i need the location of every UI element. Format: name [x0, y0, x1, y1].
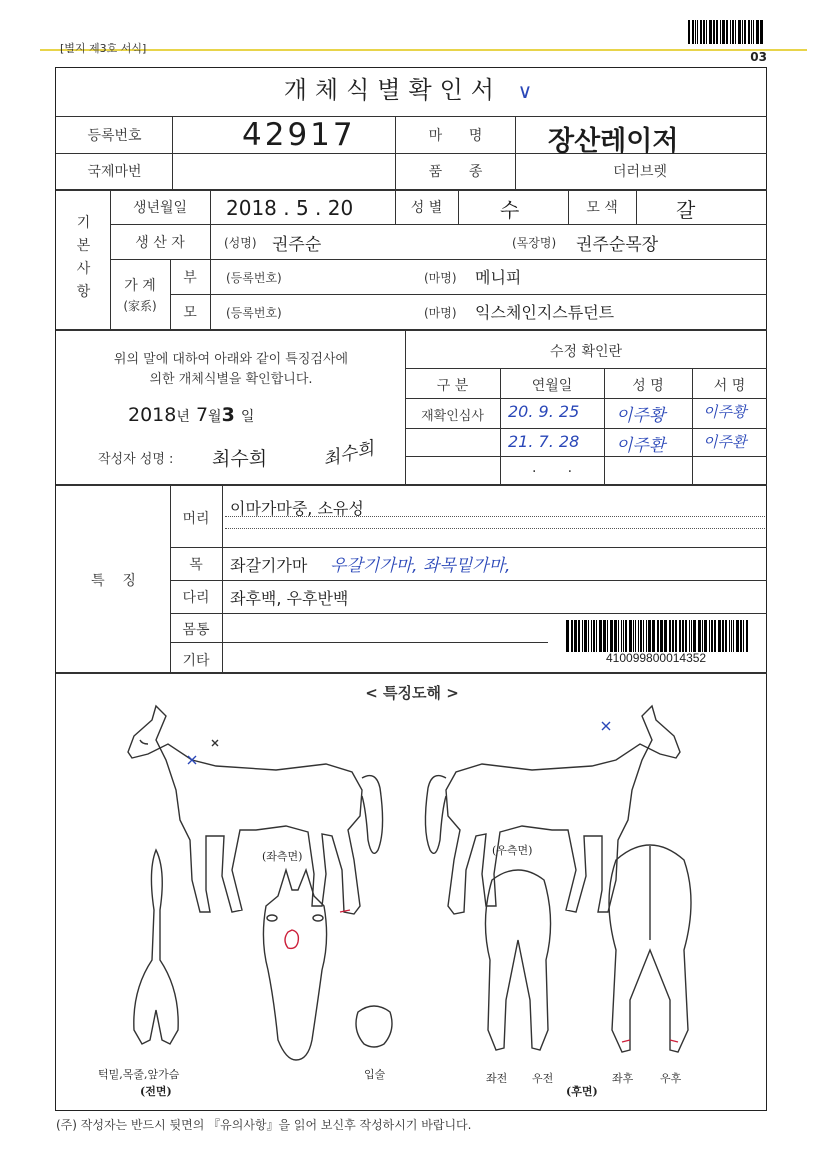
barcode-bar [722, 20, 725, 44]
statement-line2: 의한 개체식별을 확인합니다. [149, 372, 313, 387]
barcode-bar [716, 20, 718, 44]
barcode-bar [582, 620, 583, 652]
barcode-bar [706, 20, 707, 44]
confirm-date [128, 404, 254, 426]
form-title [57, 70, 767, 105]
barcode-bar [743, 620, 744, 652]
barcode-bar [675, 620, 677, 652]
rev-row1-sign[interactable]: 이주황 [703, 403, 747, 421]
rev-row1-date[interactable]: 20. 9. 25 [508, 402, 580, 421]
barcode-bar [672, 620, 674, 652]
barcode-bar [623, 620, 624, 652]
barcode-bar [648, 620, 651, 652]
features-label: 특 징 [91, 573, 136, 589]
form-number: [별지 제3호 서식] [60, 42, 147, 55]
rev-row2-name[interactable]: 이주환 [616, 436, 666, 456]
basic-info-label: 기 본 사 항 [76, 215, 91, 300]
barcode-bar [660, 620, 663, 652]
month-unit: 월 [208, 409, 222, 425]
barcode-bar [652, 620, 655, 652]
barcode-bar [603, 620, 606, 652]
barcode-bar [596, 620, 597, 652]
barcode-bar [584, 620, 587, 652]
barcode-bar [700, 20, 702, 44]
barcode-bar [692, 20, 694, 44]
legs-label: 다리 [182, 590, 210, 606]
barcode-bar [607, 620, 608, 652]
right-side-horse [425, 706, 680, 914]
page-number: 03 [750, 50, 767, 64]
horse-diagram [56, 700, 766, 1105]
neck-value-revised[interactable]: 우갈기가마, 좌목밑가마, [330, 556, 511, 576]
front-view-caption: (전면) [140, 1085, 172, 1098]
barcode-bar [657, 620, 659, 652]
pedigree-hanja: (家系) [123, 299, 157, 313]
lips-view [356, 1006, 392, 1047]
front-narrow-view [134, 850, 178, 1044]
rev-row1-name[interactable]: 이주황 [616, 406, 666, 426]
dam-label: 모 [183, 305, 197, 321]
footer-note: (주) 작성자는 반드시 뒷면의 『유의사항』을 읽어 보신후 작성하시기 바랍니다. [56, 1118, 472, 1132]
red-leg-mark-3 [670, 1040, 678, 1042]
barcode-bar [669, 620, 671, 652]
barcode-bar [566, 620, 569, 652]
barcode-bar [704, 620, 707, 652]
left-side-horse [128, 706, 383, 914]
barcode-bar [625, 620, 627, 652]
barcode-bar [713, 20, 715, 44]
pedigree-label: 가 계 [124, 278, 156, 294]
horse-name-value[interactable]: 장산레이저 [548, 126, 679, 157]
id-barcode [548, 614, 766, 670]
barcode-bar [610, 620, 613, 652]
barcode-bar [751, 20, 752, 44]
head-front-view [263, 870, 326, 1060]
barcode-bar [703, 20, 705, 44]
barcode-bar [629, 620, 632, 652]
barcode-bar [709, 620, 710, 652]
head-value[interactable]: 이마가마중, 소유성 [230, 499, 364, 518]
barcode-bar [621, 620, 622, 652]
barcode-bar [756, 20, 759, 44]
barcode-bar [735, 20, 736, 44]
forehead-whorl-mark [285, 930, 298, 948]
title-text: 개체식별확인서 [283, 76, 502, 104]
reg-no-value[interactable]: 42917 [242, 117, 356, 153]
barcode-bar [618, 620, 619, 652]
barcode-bar [722, 620, 724, 652]
barcode-bar [693, 620, 696, 652]
birth-label: 생년월일 [132, 200, 188, 216]
neck-value[interactable]: 좌갈기가마 [230, 556, 308, 575]
sex-value[interactable]: 수 [500, 198, 520, 222]
left-hind-caption: 좌후 [612, 1072, 634, 1085]
barcode-bar [738, 20, 741, 44]
barcode-bar [730, 20, 731, 44]
barcode-number: 410099800014352 [606, 651, 707, 665]
barcode-bar [591, 620, 592, 652]
barcode-bar [685, 620, 687, 652]
rev-row2-sign[interactable]: 이주환 [703, 433, 747, 451]
barcode-bar [688, 20, 690, 44]
barcode-bar [709, 20, 712, 44]
farm-name[interactable]: 권주순목장 [576, 235, 659, 255]
dam-name-prefix: (마명) [424, 306, 457, 320]
barcode-bar [682, 620, 684, 652]
barcode-bar [702, 620, 703, 652]
author-name[interactable]: 최수희 [212, 448, 268, 470]
barcode-bar [614, 620, 617, 652]
breed-label: 품 종 [428, 164, 483, 180]
barcode-bar [633, 620, 634, 652]
barcode-bar [740, 620, 742, 652]
right-front-caption: 우전 [532, 1072, 554, 1085]
revision-header: 수정 확인란 [549, 344, 623, 360]
rev-col-type: 구 분 [436, 378, 469, 394]
barcode-bar [720, 20, 721, 44]
barcode-bar [638, 620, 639, 652]
author-signature[interactable]: 최수희 [320, 437, 377, 471]
date-day[interactable]: 3 [221, 404, 235, 426]
dam-name[interactable]: 익스체인지스튜던트 [475, 303, 615, 322]
breed-value: 더러브렛 [612, 164, 668, 180]
rev-col-name: 성 명 [632, 378, 664, 394]
sex-label: 성 별 [410, 200, 443, 216]
neck-label: 목 [189, 557, 203, 573]
black-whorl-mark [212, 740, 218, 746]
left-side-caption: (좌측면) [262, 850, 303, 863]
sire-label: 부 [183, 270, 197, 286]
barcode-bar [731, 620, 732, 652]
reg-no-label: 등록번호 [87, 128, 142, 144]
check-mark: ∨ [517, 79, 541, 103]
rev-col-sign: 서 명 [713, 378, 746, 394]
barcode-bar [742, 20, 743, 44]
lips-caption: 입술 [364, 1068, 386, 1081]
barcode-bar [736, 620, 739, 652]
producer-name[interactable]: 권주순 [272, 235, 322, 255]
producer-name-prefix: (성명) [224, 236, 257, 250]
top-barcode [688, 20, 768, 44]
barcode-bar [664, 620, 667, 652]
barcode-bar [729, 620, 730, 652]
barcode-bar [746, 620, 748, 652]
barcode-bar [711, 620, 713, 652]
sire-name[interactable]: 메니피 [475, 268, 522, 287]
red-leg-mark-1 [340, 910, 350, 912]
other-label: 기타 [182, 653, 210, 669]
barcode-bar [760, 20, 763, 44]
horse-name-label: 마 명 [428, 128, 483, 144]
color-value[interactable]: 갈 [676, 198, 696, 222]
barcode-bar [635, 620, 636, 652]
barcode-bar [725, 620, 727, 652]
year-unit: 년 [176, 409, 190, 425]
author-label: 작성자 성명 : [98, 452, 174, 467]
right-hind-caption: 우후 [660, 1072, 682, 1085]
day-unit: 일 [240, 409, 255, 425]
farm-prefix: (목장명) [512, 236, 557, 250]
color-label: 모 색 [586, 200, 618, 216]
intl-no-label: 국제마번 [87, 164, 142, 180]
diagram-title: < 특징도해 > [365, 684, 459, 702]
barcode-bar [691, 620, 692, 652]
body-label: 몸통 [182, 622, 210, 638]
barcode-bar [679, 620, 681, 652]
barcode-bar [640, 620, 642, 652]
barcode-bar [643, 620, 644, 652]
head-label: 머리 [182, 511, 210, 527]
barcode-bar [714, 620, 716, 652]
eye-right [313, 915, 323, 921]
date-month[interactable]: 7 [195, 404, 209, 426]
barcode-bar [744, 20, 746, 44]
barcode-bar [733, 620, 734, 652]
barcode-bar [646, 620, 647, 652]
barcode-bar [748, 20, 750, 44]
rev-row2-date[interactable]: 21. 7. 28 [508, 432, 580, 451]
header-rule [40, 49, 807, 51]
barcode-bar [695, 20, 696, 44]
barcode-bars [566, 620, 760, 652]
sire-reg-prefix: (등록번호) [226, 271, 282, 285]
blue-whorl-mark-right [602, 722, 610, 730]
barcode-bar [718, 620, 721, 652]
rev-row3-date: . . [531, 460, 573, 476]
rear-view-caption: (후면) [566, 1085, 598, 1098]
statement-line1: 위의 말에 대하여 아래와 같이 특징검사에 [113, 352, 349, 367]
barcode-bar [689, 620, 690, 652]
barcode-bar [571, 620, 573, 652]
right-side-caption: (우측면) [492, 844, 533, 857]
birth-value[interactable]: 2018 . 5 . 20 [226, 196, 354, 220]
barcode-bar [599, 620, 602, 652]
barcode-bar [593, 620, 595, 652]
left-front-caption: 좌전 [486, 1072, 508, 1085]
barcode-bar [698, 620, 701, 652]
barcode-bar [697, 20, 698, 44]
red-leg-mark-2 [622, 1040, 630, 1042]
sire-name-prefix: (마명) [424, 271, 457, 285]
barcode-bar [753, 20, 754, 44]
producer-label: 생 산 자 [135, 235, 185, 251]
date-year[interactable]: 2018 [128, 404, 177, 426]
eye-left [267, 915, 277, 921]
barcode-bar [574, 620, 577, 652]
dam-reg-prefix: (등록번호) [226, 306, 282, 320]
rev-row1-type: 재확인심사 [421, 409, 484, 424]
front-caption: 턱밑,목줄,앞가슴 [98, 1068, 180, 1081]
legs-value[interactable]: 좌후백, 우후반백 [230, 589, 349, 608]
barcode-bar [726, 20, 728, 44]
barcode-bar [732, 20, 734, 44]
barcode-bar [588, 620, 589, 652]
rev-col-date: 연월일 [531, 378, 573, 394]
barcode-bar [578, 620, 580, 652]
